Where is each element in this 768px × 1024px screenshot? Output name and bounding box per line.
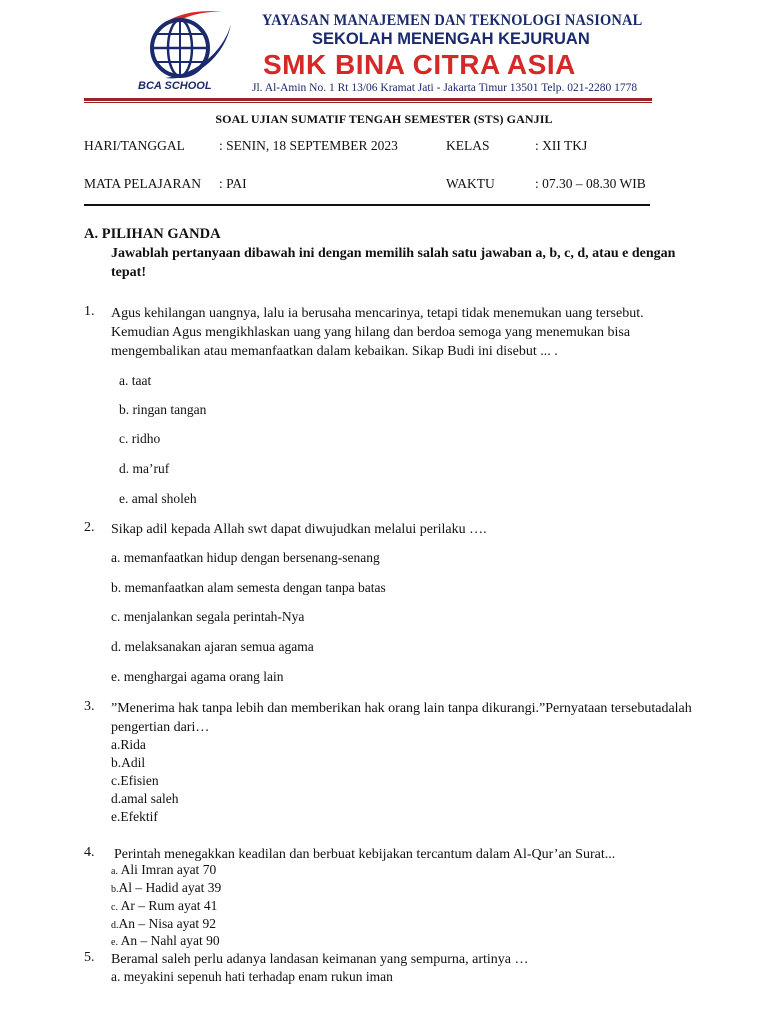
option-text: An – Nisa ayat 92 [118, 916, 216, 931]
answer-option [111, 862, 216, 878]
question-number: 1. [84, 304, 95, 319]
question-text: Agus kehilangan uangnya, lalu ia berusaha mencarinya, tetapi tidak menemukan uang tersebut. Kemudian Agus mengikhlaskan uang yang hilang dan berdoa semoga yang menemukan bisa mengembalikan atau memanfaatkan dalam kebaikan. Sikap Budi ini disebut ... . [111, 306, 644, 359]
info-label-time: WAKTU [446, 176, 495, 191]
option-letter: a. [111, 866, 118, 877]
info-value-time: : 07.30 – 08.30 WIB [535, 176, 646, 191]
option-letter: b. [111, 884, 119, 895]
answer-option: b. ringan tangan [119, 402, 207, 417]
info-label-class: KELAS [446, 138, 490, 153]
question-number: 2. [84, 520, 95, 535]
logo-caption: BCA SCHOOL [138, 80, 212, 92]
question-text: Perintah menegakkan keadilan dan berbuat kebijakan tercantum dalam Al-Qur’an Surat... [114, 847, 616, 862]
question-text: Sikap adil kepada Allah swt dapat diwujudkan melalui perilaku …. [111, 522, 487, 537]
school-name: SMK BINA CITRA ASIA [263, 49, 576, 80]
question-text: Beramal saleh perlu adanya landasan keimanan yang sempurna, artinya … [111, 952, 529, 967]
answer-option: a. meyakini sepenuh hati terhadap enam rukun iman [111, 969, 393, 984]
option-letter: d. [111, 920, 119, 931]
question-number: 5. [84, 950, 95, 965]
info-value-subject: : PAI [219, 176, 247, 191]
option-letter: c. [111, 902, 118, 913]
option-text: Ar – Rum ayat 41 [120, 898, 218, 913]
question-number: 3. [84, 699, 95, 714]
option-text: Ali Imran ayat 70 [120, 862, 217, 877]
answer-option [111, 916, 216, 932]
answer-option: c. ridho [119, 431, 161, 446]
answer-option: d. melaksanakan ajaran semua agama [111, 639, 314, 654]
option-text: Al – Hadid ayat 39 [118, 880, 222, 895]
foundation-name: YAYASAN MANAJEMEN DAN TEKNOLOGI NASIONAL [262, 12, 643, 29]
info-label-date: HARI/TANGGAL [84, 138, 185, 153]
answer-option: a. taat [119, 373, 152, 388]
answer-option: e. menghargai agama orang lain [111, 669, 284, 684]
answer-option: b. memanfaatkan alam semesta dengan tanpa batas [111, 580, 386, 595]
info-value-date: : SENIN, 18 SEPTEMBER 2023 [219, 138, 398, 153]
answer-option: e. amal sholeh [119, 491, 197, 506]
info-divider [84, 204, 650, 206]
globe-logo-icon [135, 6, 235, 86]
answer-option: b.Adil [111, 755, 146, 770]
option-letter: e. [111, 937, 118, 948]
answer-option: d. ma’ruf [119, 461, 170, 476]
letterhead-divider-thin [84, 102, 652, 103]
letterhead-divider [84, 98, 652, 101]
school-address: Jl. Al-Amin No. 1 Rt 13/06 Kramat Jati - Jakarta Timur 13501 Telp. 021-2280 1778 [252, 82, 638, 94]
answer-option: a.Rida [111, 737, 146, 752]
answer-option [111, 898, 217, 914]
school-type: SEKOLAH MENENGAH KEJURUAN [312, 30, 590, 48]
section-instruction: Jawablah pertanyaan dibawah ini dengan memilih salah satu jawaban a, b, c, d, atau e dengan tepat! [111, 246, 676, 280]
answer-option: a. memanfaatkan hidup dengan bersenang-senang [111, 550, 380, 565]
option-text: An – Nahl ayat 90 [120, 933, 220, 948]
answer-option: e.Efektif [111, 809, 158, 824]
answer-option: c.Efisien [111, 773, 159, 788]
answer-option [111, 933, 220, 949]
info-label-subject: MATA PELAJARAN [84, 176, 202, 191]
section-heading: A. PILIHAN GANDA [84, 226, 221, 242]
answer-option: c. menjalankan segala perintah-Nya [111, 609, 305, 624]
exam-title: SOAL UJIAN SUMATIF TENGAH SEMESTER (STS) GANJIL [215, 112, 553, 126]
answer-option [111, 880, 221, 896]
question-text: ”Menerima hak tanpa lebih dan memberikan hak orang lain tanpa dikurangi.”Pernyataan tersebutadalah pengertian dari… [111, 701, 692, 735]
info-value-class: : XII TKJ [535, 138, 588, 153]
answer-option: d.amal saleh [111, 791, 179, 806]
question-number: 4. [84, 845, 95, 860]
